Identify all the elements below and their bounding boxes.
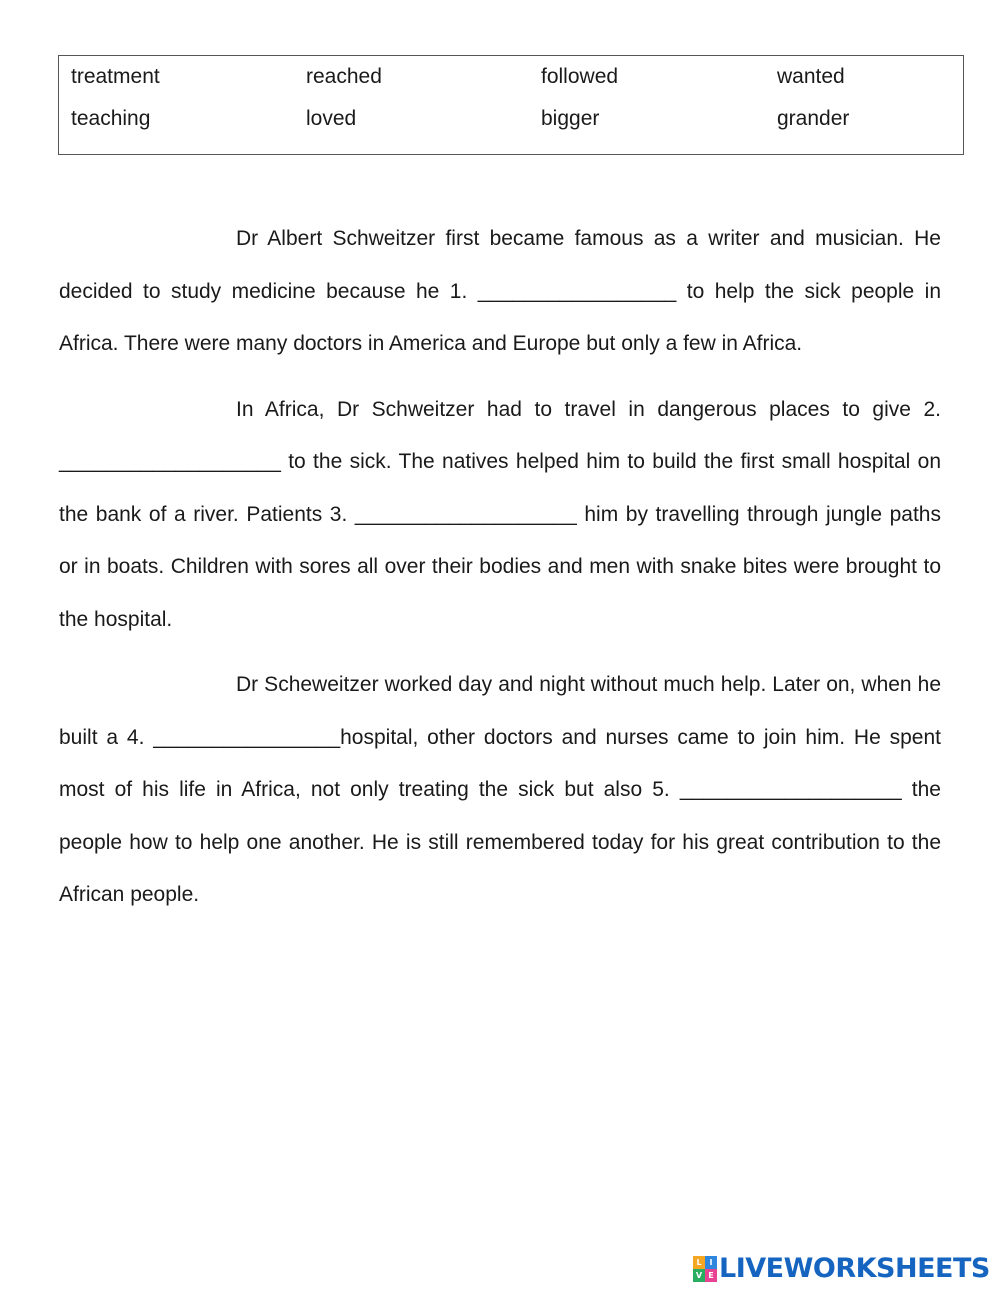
word-bank-word: treatment	[71, 65, 160, 88]
passage-text: the people how to help one another. He is still remembered today for his great contribution to the African people.	[59, 778, 941, 906]
word-bank	[58, 55, 964, 155]
answer-blank-3[interactable]: ___________________	[354, 502, 577, 526]
passage-text: In Africa, Dr Schweitzer had to travel in dangerous places to give 2.	[236, 397, 941, 421]
passage-text: him by travelling through jungle paths or in boats. Children with sores all over their bodies and men with snake bites were brought to the hospital.	[59, 502, 941, 631]
answer-blank-2[interactable]: ___________________	[59, 450, 281, 473]
logo-wordmark: LIVEWORKSHEETS	[719, 1253, 990, 1284]
word-bank-word: followed	[541, 65, 619, 88]
passage-paragraph-2	[59, 384, 941, 647]
word-bank-word: bigger	[541, 107, 600, 130]
passage-text: hospital, other doctors and nurses came to join him. He spent most of his life in Africa, not only treating the sick but also 5.	[59, 725, 941, 801]
liveworksheets-logo	[693, 1252, 990, 1286]
word-bank-word: wanted	[777, 65, 845, 88]
word-bank-word: reached	[306, 65, 382, 88]
word-bank-row	[59, 104, 963, 134]
word-bank-row	[59, 62, 963, 92]
passage-text: Dr Albert Schweitzer first became famous as a writer and musician. He decided to study medicine because he 1.	[59, 227, 941, 303]
answer-blank-1[interactable]: _________________	[477, 279, 677, 303]
word-bank-word: grander	[777, 107, 850, 130]
word-bank-word: loved	[306, 107, 357, 130]
liveworksheets-mark-icon: L I V E	[693, 1256, 717, 1282]
answer-blank-5[interactable]: ___________________	[679, 778, 902, 801]
passage-text: to help the sick people in Africa. There were many doctors in America and Europe but only a few in Africa.	[59, 279, 941, 355]
passage-paragraph-3	[59, 659, 941, 922]
reading-passage	[59, 213, 941, 922]
passage-text: Dr Scheweitzer worked day and night without much help. Later on, when he built a 4.	[59, 673, 941, 749]
passage-text: to the sick. The natives helped him to build the first small hospital on the bank of a river. Patients 3.	[59, 450, 941, 526]
answer-blank-4[interactable]: ________________	[153, 725, 341, 749]
passage-paragraph-1	[59, 213, 941, 371]
word-bank-word: teaching	[71, 107, 151, 130]
